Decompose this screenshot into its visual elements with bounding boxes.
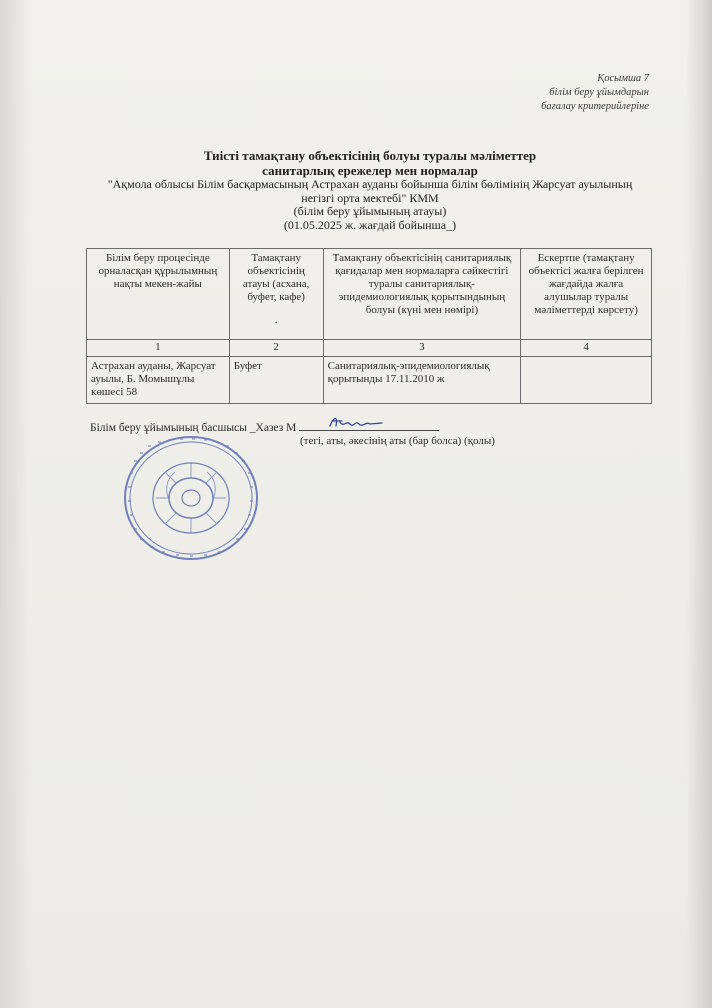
- table-row: [87, 357, 652, 404]
- official-stamp-seal: [120, 432, 262, 564]
- organization-caption: (білім беру ұйымының атауы): [293, 204, 447, 218]
- header-cell-address: Білім беру процесінде орналасқан құрылымның нақты мекен-жайы: [87, 249, 230, 340]
- document-title-line-2: санитарлық ережелер мен нормалар: [262, 163, 478, 178]
- table-header-row: [87, 249, 652, 340]
- annex-line-3: бағалау критерийлеріне: [541, 101, 649, 112]
- header-cell-object-name-text: Тамақтану объектісінің атауы (асхана, буфет, кафе): [242, 252, 310, 303]
- header-dot: .: [274, 314, 278, 326]
- column-number: 1: [87, 340, 230, 357]
- header-cell-note: Ескертпе (тамақтану объектісі жалға берілген жағдайда жалға алушылар туралы мәліметтерді көрсету): [521, 249, 652, 340]
- handwritten-signature: [326, 412, 386, 434]
- cell-object-name: Буфет: [229, 357, 323, 404]
- cell-note: [521, 357, 652, 404]
- organization-name-line-2: негізгі орта мектебі" КММ: [301, 190, 439, 205]
- signature-label: Білім беру ұйымының басшысы _Хазез М: [90, 422, 297, 434]
- cell-conclusion: Санитариялық-эпидемиологиялық қорытынды 17.11.2010 ж: [323, 357, 521, 404]
- annex-line-2: білім беру ұйымдарын: [549, 87, 649, 98]
- signature-caption: (тегі, аты, әкесінің аты (бар болса) (қолы): [300, 435, 495, 447]
- date-line: (01.05.2025 ж. жағдай бойынша_): [283, 217, 457, 232]
- column-number: 2: [229, 340, 323, 357]
- document-title-line-1: Тиісті тамақтану объектісінің болуы туралы мәліметтер: [203, 148, 537, 163]
- cell-address: Астрахан ауданы, Жарсуат ауылы, Б. Момышұлы көшесі 58: [87, 357, 230, 404]
- column-number: 3: [323, 340, 521, 357]
- table-number-row: [87, 340, 652, 357]
- document-heading: [90, 148, 650, 232]
- annex-line-1: Қосымша 7: [597, 73, 649, 84]
- header-cell-conclusion: Тамақтану объектісінің санитариялық қағидалар мен нормаларға сәйкестігі туралы санитариялық-эпидемиологиялық қорытындының болуы (күні мен нөмірі): [323, 249, 521, 340]
- organization-name-line-1: "Ақмола облысы Білім басқармасының Астрахан ауданы бойынша білім бөлімінің Жарсуат ауылының: [107, 177, 633, 191]
- catering-info-table: [86, 248, 652, 404]
- column-number: 4: [521, 340, 652, 357]
- header-cell-object-name: [229, 249, 323, 340]
- annex-note: [409, 72, 649, 114]
